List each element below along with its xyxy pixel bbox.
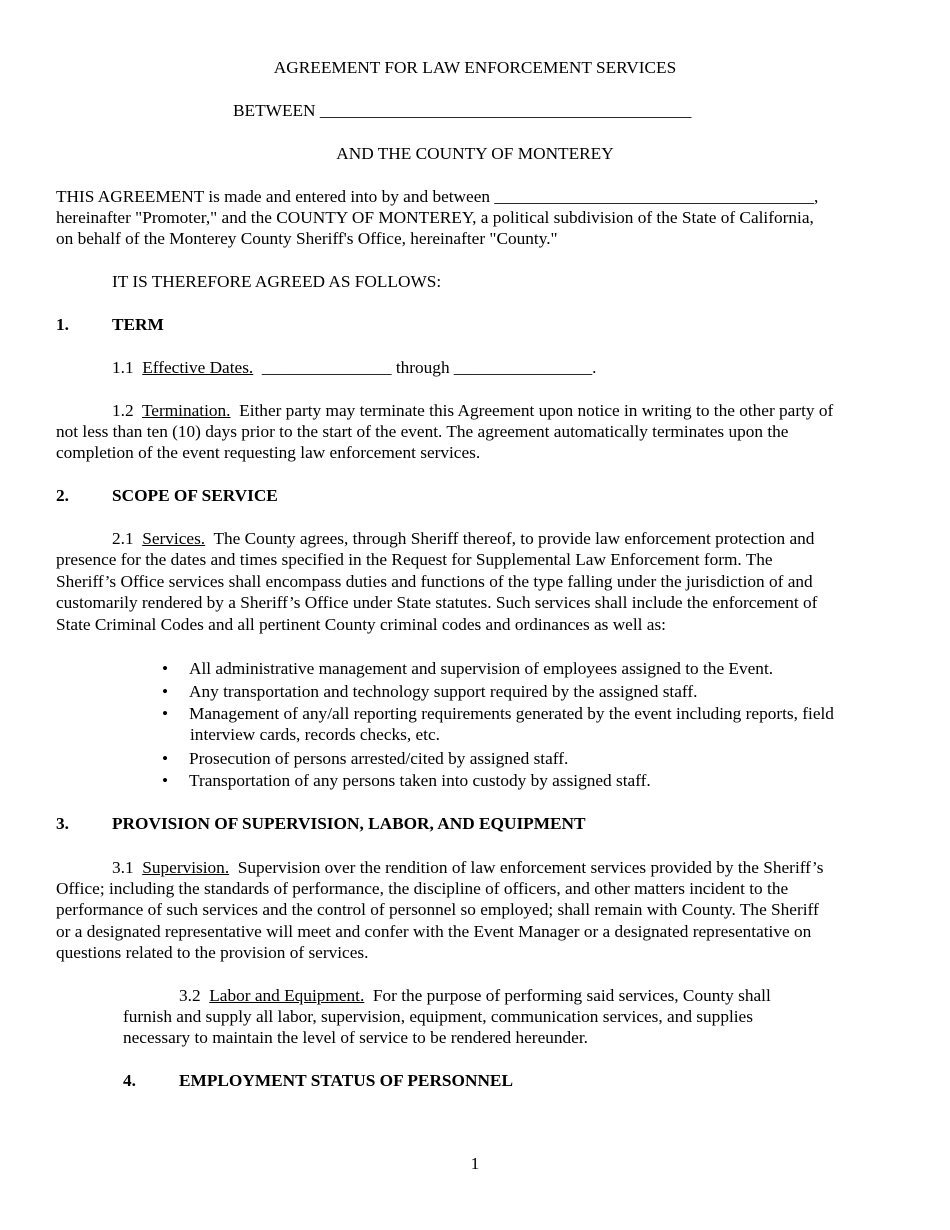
intro-line-3: on behalf of the Monterey County Sheriff's Office, hereinafter "County."	[56, 229, 558, 248]
bullet-icon: •	[162, 749, 169, 768]
clause-2-1-label: Services.	[142, 529, 206, 548]
bullet-icon: •	[162, 771, 169, 790]
clause-1-2-number: 1.2	[112, 401, 134, 420]
bullet-icon: •	[162, 682, 169, 701]
bullet-icon: •	[162, 659, 169, 678]
clause-3-1-line: performance of such services and the control of personnel so employed; shall remain with County. The Sheriff	[56, 900, 819, 919]
clause-2-1-line: customarily rendered by a Sheriff’s Office under State statutes. Such services shall include the enforcement of	[56, 593, 818, 612]
document-title: AGREEMENT FOR LAW ENFORCEMENT SERVICES	[273, 58, 677, 77]
list-item: Management of any/all reporting requirements generated by the event including reports, field	[189, 704, 834, 723]
list-item-continuation: interview cards, records checks, etc.	[190, 725, 440, 744]
clause-1-2-line: completion of the event requesting law enforcement services.	[56, 443, 481, 462]
agreed-statement: IT IS THEREFORE AGREED AS FOLLOWS:	[112, 272, 442, 291]
bullet-icon: •	[162, 704, 169, 723]
page-number: 1	[470, 1154, 480, 1173]
section-4-number: 4.	[123, 1071, 136, 1090]
clause-1-2	[112, 400, 833, 421]
intro-line-1: THIS AGREEMENT is made and entered into by and between _____________________________________,	[56, 187, 819, 206]
section-2-number: 2.	[56, 486, 69, 505]
clause-2-1-line: The County agrees, through Sheriff thereof, to provide law enforcement protection and	[213, 529, 815, 548]
clause-3-2-line: For the purpose of performing said services, County shall	[372, 986, 771, 1005]
between-line: BETWEEN ___________________________________________	[233, 101, 692, 120]
clause-1-2-line: not less than ten (10) days prior to the start of the event. The agreement automatically terminates upon the	[56, 422, 789, 441]
section-3-number: 3.	[56, 814, 69, 833]
county-line: AND THE COUNTY OF MONTEREY	[336, 144, 614, 163]
clause-1-1-number: 1.1	[112, 358, 134, 377]
section-1-number: 1.	[56, 315, 69, 334]
section-2-heading: SCOPE OF SERVICE	[112, 486, 278, 505]
clause-3-1-number: 3.1	[112, 858, 134, 877]
clause-2-1-line: Sheriff’s Office services shall encompass duties and functions of the type falling under the jurisdiction of and	[56, 572, 813, 591]
list-item: Any transportation and technology support required by the assigned staff.	[189, 682, 698, 701]
clause-1-2-label: Termination.	[141, 401, 231, 420]
clause-3-1-line: questions related to the provision of services.	[56, 943, 369, 962]
clause-3-1	[112, 857, 823, 878]
section-3-heading: PROVISION OF SUPERVISION, LABOR, AND EQUIPMENT	[112, 814, 586, 833]
section-4-heading: EMPLOYMENT STATUS OF PERSONNEL	[179, 1071, 513, 1090]
clause-3-1-label: Supervision.	[142, 858, 230, 877]
list-item: All administrative management and supervision of employees assigned to the Event.	[189, 659, 774, 678]
clause-3-1-line: Office; including the standards of performance, the discipline of officers, and other matters incident to the	[56, 879, 789, 898]
clause-2-1	[112, 528, 814, 549]
clause-3-1-line: Supervision over the rendition of law enforcement services provided by the Sheriff’s	[237, 858, 824, 877]
list-item: Transportation of any persons taken into custody by assigned staff.	[189, 771, 651, 790]
clause-1-2-line: Either party may terminate this Agreement upon notice in writing to the other party of	[239, 401, 834, 420]
clause-3-2-label: Labor and Equipment.	[209, 986, 365, 1005]
clause-3-1-line: or a designated representative will meet and confer with the Event Manager or a designated representative on	[56, 922, 812, 941]
clause-1-1-label: Effective Dates.	[142, 358, 254, 377]
intro-line-2: hereinafter "Promoter," and the COUNTY OF MONTEREY, a political subdivision of the State of California,	[56, 208, 814, 227]
clause-3-2	[179, 985, 771, 1006]
clause-3-2-line: necessary to maintain the level of service to be rendered hereunder.	[123, 1028, 588, 1047]
clause-1-1	[112, 357, 596, 378]
clause-2-1-number: 2.1	[112, 529, 134, 548]
clause-1-1-text: _______________ through ________________.	[261, 358, 597, 377]
list-item: Prosecution of persons arrested/cited by assigned staff.	[189, 749, 569, 768]
clause-3-2-number: 3.2	[179, 986, 201, 1005]
clause-2-1-line: presence for the dates and times specified in the Request for Supplemental Law Enforcement form. The	[56, 550, 773, 569]
clause-2-1-line: State Criminal Codes and all pertinent County criminal codes and ordinances as well as:	[56, 615, 666, 634]
clause-3-2-line: furnish and supply all labor, supervision, equipment, communication services, and supplies	[123, 1007, 753, 1026]
section-1-heading: TERM	[112, 315, 164, 334]
